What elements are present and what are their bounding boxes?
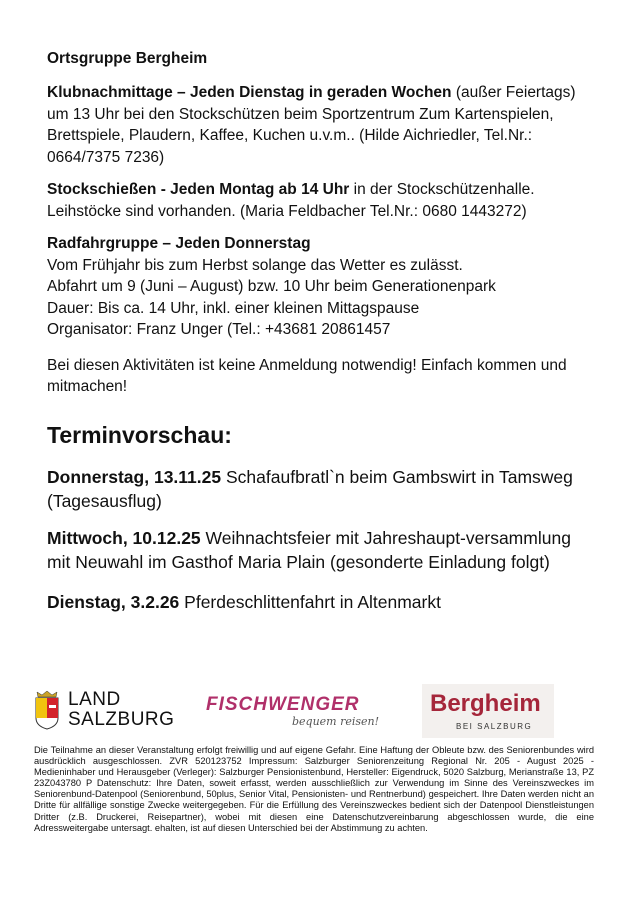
bergheim-name: Bergheim <box>430 690 541 717</box>
logo-line: SALZBURG <box>68 709 175 730</box>
event-text: Schafaufbratl`n beim Gambswirt in Tamsweg (Tagesausflug) <box>47 466 573 511</box>
group-title: Ortsgruppe Bergheim <box>47 50 208 67</box>
activity-text: (außer Feiertags) um 13 Uhr bei den Stockschützen beim Sportzentrum Zum Kartenspielen, Brettspiele, Plaudern, Kaffee, Kuchen u.v.m.. (Hilde Aichriedler, Tel.Nr.: 0664/7375 7236) <box>47 84 576 166</box>
fischwenger-tagline: bequem reisen! <box>292 715 380 728</box>
activity-title: Radfahrgruppe – Jeden Donnerstag <box>47 235 311 252</box>
activity-stockschiessen <box>47 179 595 222</box>
event-text: Pferdeschlittenfahrt in Altenmarkt <box>179 591 441 612</box>
registration-note: Bei diesen Aktivitäten ist keine Anmeldung notwendig! Einfach kommen und mitmachen! <box>47 356 567 395</box>
logo-line: LAND <box>68 689 121 710</box>
event-item <box>47 590 595 614</box>
event-item <box>47 465 595 513</box>
activity-line: Organisator: Franz Unger (Tel.: +43681 20861457 <box>47 321 391 338</box>
activity-title: Stockschießen - Jeden Montag ab 14 Uhr <box>47 181 350 198</box>
activity-line: Abfahrt um 9 (Juni – August) bzw. 10 Uhr beim Generationenpark <box>47 278 496 295</box>
legal-footer: Die Teilnahme an dieser Veranstaltung erfolgt freiwillig und auf eigene Gefahr. Eine Haftung der Obleute bzw. des Seniorenbundes wird ausdrücklich ausgeschlossen. ZVR 520123752 Impressum: Salzburger Seniorenzeitung Regional Nr. 205 - August 2025 - Medieninhaber und Herausgeber (Verleger): Salzburger Pensionistenbund, Hersteller: Eigendruck, 5020 Salzburg, Merianstraße 13, PZ 23Z043780 P Datenschutz: Ihre Daten, soweit erfasst, werden ausschließlich zur Verwendung im Sinne des Vereinszweckes im Seniorenbund-Datenpool (Seniorenbund, 50plus, Senior Vital, Pensionisten- und Rentnerbund) gespeichert. Ihre Daten werden nicht an Dritte für allfällige sonstige Zwecke weitergegeben. Für die Erfüllung des Vereinszweckes bedient sich der Datenpool Dienstleistungen Dritter (z.B. Druckerei, Reisepartner), wobei mit diesen eine Datenschutzvereinbarung abgeschlossen wurde, die eine Adressweitergabe untersagt. ehalten, ist auf diesen Unterschied bei der Abstimmung zu achten. <box>34 745 594 833</box>
fischwenger-brand: FISCHWENGER <box>206 694 360 715</box>
bergheim-logo <box>422 684 554 738</box>
fischwenger-logo <box>206 694 386 734</box>
document-body <box>47 50 595 627</box>
land-salzburg-logo <box>34 690 184 736</box>
activity-text: in der Stockschützenhalle. Leihstöcke sind vorhanden. (Maria Feldbacher Tel.Nr.: 0680 1443272) <box>47 181 535 220</box>
activity-title: Klubnachmittage – Jeden Dienstag in geraden Wochen <box>47 84 452 101</box>
land-salzburg-text <box>68 690 174 730</box>
activity-radfahrgruppe <box>47 233 595 341</box>
event-item <box>47 526 595 574</box>
preview-title: Terminvorschau: <box>47 421 232 448</box>
bergheim-sub: BEI SALZBURG <box>456 722 533 731</box>
event-date: Mittwoch, 10.12.25 <box>47 527 201 548</box>
event-text: Weihnachtsfeier mit Jahreshaupt-versammlung mit Neuwahl im Gasthof Maria Plain (gesonderte Einladung folgt) <box>47 527 571 572</box>
activity-line: Dauer: Bis ca. 14 Uhr, inkl. einer kleinen Mittagspause <box>47 299 420 317</box>
event-date: Dienstag, 3.2.26 <box>47 591 180 612</box>
salzburg-shield-icon <box>34 690 60 730</box>
sponsor-logos <box>34 684 594 740</box>
activity-line: Vom Frühjahr bis zum Herbst solange das Wetter es zulässt. <box>47 256 463 274</box>
activity-klubnachmittage <box>47 82 595 168</box>
event-date: Donnerstag, 13.11.25 <box>47 466 222 487</box>
